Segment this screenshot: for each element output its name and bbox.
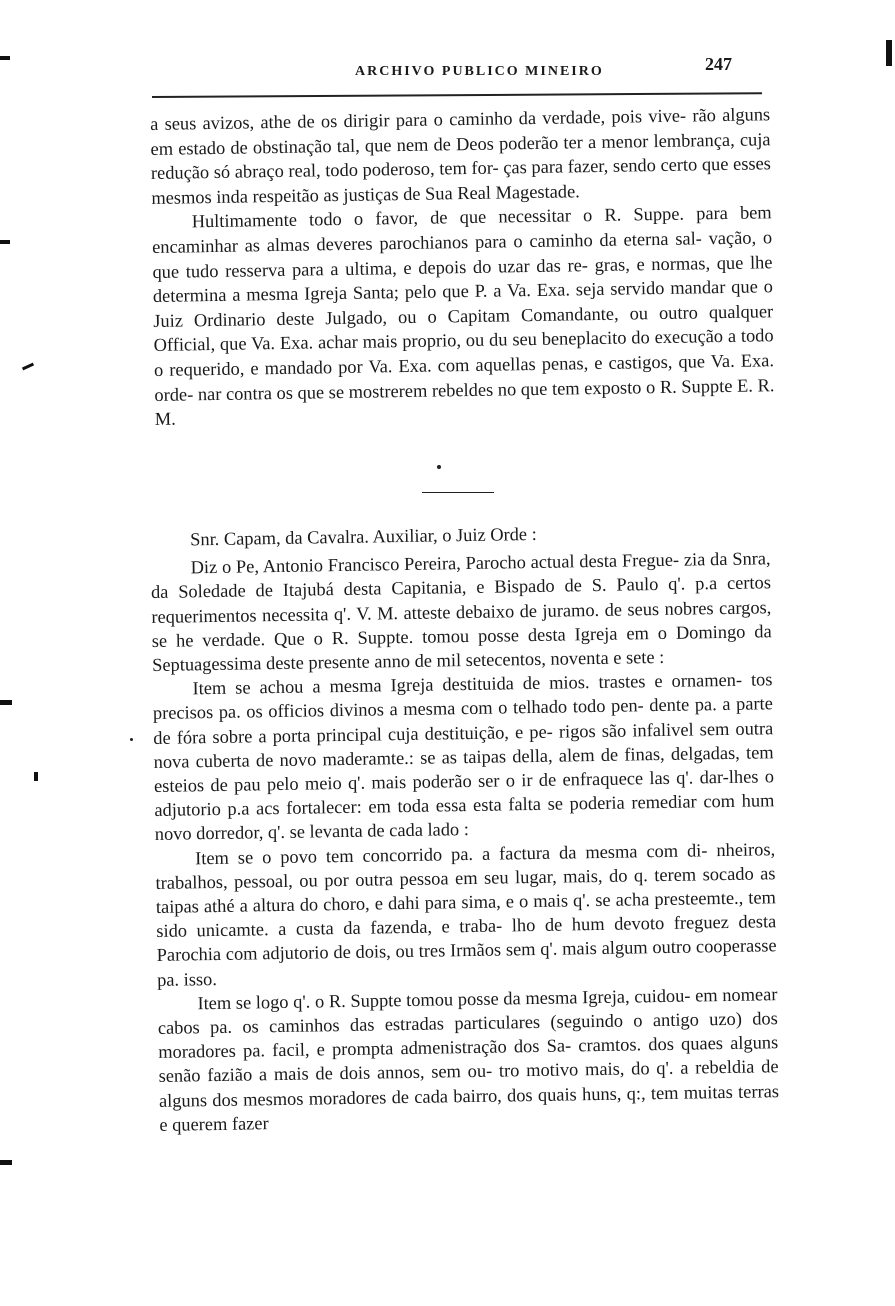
paragraph: Diz o Pe, Antonio Francisco Pereira, Parocho actual desta Fregue- zia da Snra, da Soledade de Itajubá desta Capitania, e Bispado de S. Paulo q'. p.a certos requerimentos necessita q'. V. M. atteste debaixo de juramo. de seus nobres cargos, se he verdade. Que o R. Suppte. tomou posse desta Igreja em o Domingo da Septuagessima deste presente anno de mil setecentos, noventa e sete : — [150, 548, 772, 675]
scan-mark — [0, 56, 10, 60]
scan-mark — [0, 240, 10, 244]
paragraph: a seus avizos, athe de os dirigir para o caminho da verdade, pois vive- rão alguns em estado de obstinação tal, que nem de Deos poderão ter a menor lembrança, cuja redução só abraço real, todo poderoso, tem for- ças para fazer, sendo certo que esses mesmos inda respeitão as justiças de Sua Real Magestade. — [150, 104, 772, 208]
stray-mark — [130, 738, 133, 741]
scan-mark — [0, 1160, 12, 1165]
running-title: ARCHIVO PUBLICO MINEIRO — [355, 64, 604, 79]
stray-mark — [437, 465, 441, 469]
page-number: 247 — [705, 54, 732, 74]
scan-mark — [886, 40, 892, 66]
paragraph: Item se logo q'. o R. Suppte tomou posse da mesma Igreja, cuidou- em nomear cabos pa. os caminhos das estradas particulares (seguindo o antigo uzo) dos moradores pa. facil, e prompta admenistração dos Sa- cramtos. dos quaes alguns senão fazião a mais de dois annos, sem ou- tro motivo mais, do q'. a rebeldia de alguns dos mesmos moradores de cada bairro, dos quais huns, q:, tem muitas terras e querem fazer — [157, 984, 780, 1135]
salutation: Snr. Capam, da Cavalra. Auxiliar, o Juiz Orde : — [190, 523, 537, 550]
scan-mark — [22, 363, 34, 371]
section-separator — [422, 492, 494, 493]
paragraph: Item se o povo tem concorrido pa. a factura da mesma com di- nheiros, trabalhos, pessoal, ou por outra pessoa em seu lugar, mais, do q. terem socado as taipas athé a altura do choro, e dahi para sima, e o mais q'. se acha presteemte., tem sido unicamte. a custa da fazenda, e traba- lho de hum devoto freguez desta Parochia com adjutorio de dois, ou tres Irmãos sem q'. mais algum outro cooperasse pa. isso. — [155, 838, 777, 990]
petition-conclusion — [150, 102, 775, 431]
header-rule — [152, 92, 762, 98]
paragraph: Item se achou a mesma Igreja destituida de mios. trastes e ornamen- tos precisos pa. os officios divinos a mesma com o telhado todo pen- dente pa. a parte de fóra sobre a porta principal cuja destituição, e pe- rigos são infalivel sem outra nova cuberta de novo maderamte.: se as taipas della, alem de finas, delgadas, tem esteios de pau pelo meio q'. mais poderão ser o ir de enfraquece las q'. dar-lhes o adjutorio p.a acs fortalecer: em toda essa esta falta se poderia remediar com hum novo dorredor, q'. se levanta de cada lado : — [152, 669, 775, 845]
scan-mark — [0, 700, 12, 705]
paragraph: Hultimamente todo o favor, de que necessitar o R. Suppe. para bem encaminhar as almas deveres parochianos para o caminho da eterna sal- vação, o que tudo resserva para a ultima, e depois do uzar das re- gras, e normas, que lhe determina a mesma Igreja Santa; pelo que P. a Va. Exa. seja servido mandar que o Juiz Ordinario deste Julgado, ou o Capitam Comandante, ou outro qualquer Official, que Va. Exa. achar mais proprio, ou du seu beneplacito do execução a todo o requerido, e mandado por Va. Exa. com aquellas penas, e castigos, que Va. Exa. orde- nar contra os que se mostrerem rebeldes no que tem exposto o R. Suppte E. R. M. — [151, 202, 775, 430]
second-document — [150, 518, 779, 1137]
scan-mark — [34, 772, 38, 781]
